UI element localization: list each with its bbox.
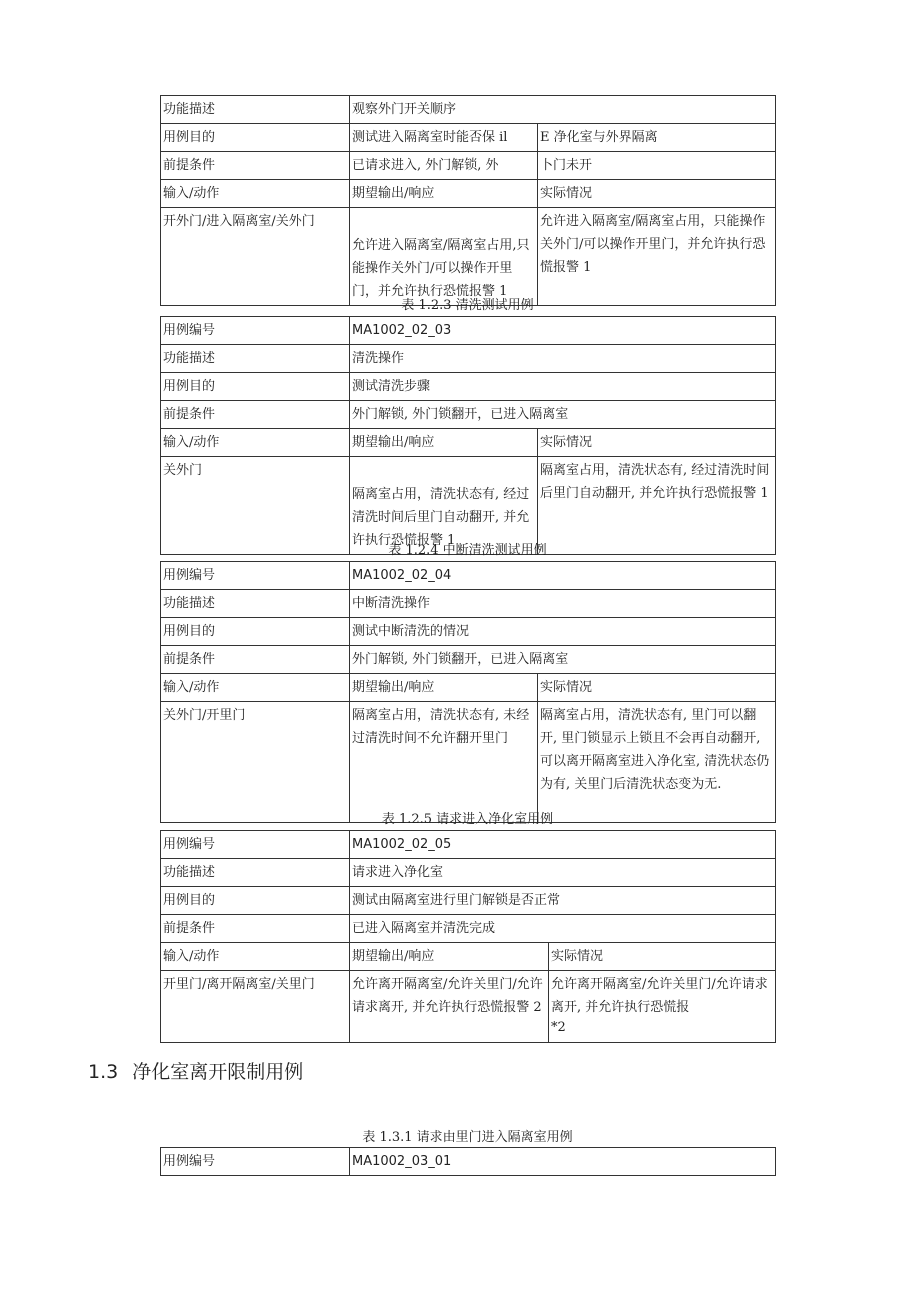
header-expected: 期望输出/响应 [350, 429, 538, 457]
header-actual: 实际情况 [538, 429, 776, 457]
row-input: 关外门/开里门 [161, 702, 350, 823]
row-expected: 隔离室占用，清洗状态有, 未经过清洗时间不允许翻开里门 [350, 702, 538, 823]
cell-value: E 净化室与外界隔离 [538, 124, 776, 152]
row-input: 开外门/进入隔离室/关外门 [161, 208, 350, 306]
header-expected: 期望输出/响应 [350, 180, 538, 208]
cell-label: 用例目的 [161, 124, 350, 152]
cell-value: MA1002_02_04 [350, 562, 776, 590]
cell-label: 前提条件 [161, 915, 350, 943]
cell-value: 清洗操作 [350, 345, 776, 373]
cell-value: 中断清洗操作 [350, 590, 776, 618]
cell-value: MA1002_03_01 [350, 1148, 776, 1176]
row-expected: 允许离开隔离室/允许关里门/允许请求离开, 并允许执行恐慌报警 2 [350, 971, 549, 1043]
table-enter-isolation-from-inner-door [160, 1147, 776, 1176]
cell-label: 用例编号 [161, 562, 350, 590]
cell-label: 功能描述 [161, 590, 350, 618]
table-outer-door-sequence [160, 95, 776, 306]
row-expected: 隔离室占用，清洗状态有, 经过清洗时间后里门自动翻开, 并允许执行恐慌报警 1 [350, 457, 538, 555]
table-enter-cleanroom [160, 830, 776, 1043]
cell-value: MA1002_02_03 [350, 317, 776, 345]
cell-value: 请求进入净化室 [350, 859, 776, 887]
cell-value: 测试由隔离室进行里门解锁是否正常 [350, 887, 776, 915]
header-input: 输入/动作 [161, 180, 350, 208]
cell-label: 功能描述 [161, 859, 350, 887]
section-heading [88, 1057, 303, 1084]
header-expected: 期望输出/响应 [350, 674, 538, 702]
cell-value: 外门解锁, 外门锁翻开，已进入隔离室 [350, 646, 776, 674]
cell-value: 卜门未开 [538, 152, 776, 180]
row-actual-note: *2 [551, 1020, 566, 1035]
row-actual [549, 971, 776, 1043]
header-expected: 期望输出/响应 [350, 943, 549, 971]
cell-value: 已进入隔离室并清洗完成 [350, 915, 776, 943]
section-title: 净化室离开限制用例 [132, 1061, 304, 1083]
row-actual: 允许进入隔离室/隔离室占用，只能操作关外门/可以操作开里门，并允许执行恐慌报警 1 [538, 208, 776, 306]
table-interrupt-cleaning-test [160, 561, 776, 823]
cell-value: 观察外门开关顺序 [350, 96, 776, 124]
header-input: 输入/动作 [161, 674, 350, 702]
cell-label: 用例目的 [161, 373, 350, 401]
cell-value: 测试进入隔离室时能否保 il [350, 124, 538, 152]
table-caption: 表 1.2.4 中断清洗测试用例 [388, 543, 547, 558]
table-caption: 表 1.2.5 请求进入净化室用例 [381, 812, 554, 827]
cell-value: 测试清洗步骤 [350, 373, 776, 401]
header-actual: 实际情况 [549, 943, 776, 971]
table-caption: 表 1.2.3 清洗测试用例 [401, 298, 534, 313]
header-input: 输入/动作 [161, 429, 350, 457]
row-expected: 允许进入隔离室/隔离室占用,只能操作关外门/可以操作开里门，并允许执行恐慌报警 1 [350, 208, 538, 306]
cell-label: 用例目的 [161, 618, 350, 646]
header-actual: 实际情况 [538, 180, 776, 208]
row-actual: 隔离室占用，清洗状态有, 里门可以翻开, 里门锁显示上锁且不会再自动翻开, 可以离开隔离室进入净化室, 清洗状态仍为有, 关里门后清洗状态变为无. [538, 702, 776, 823]
table-cleaning-test [160, 316, 776, 555]
table-caption: 表 1.3.1 请求由里门进入隔离室用例 [362, 1130, 573, 1145]
cell-label: 功能描述 [161, 345, 350, 373]
row-actual: 隔离室占用，清洗状态有, 经过清洗时间后里门自动翻开, 并允许执行恐慌报警 1 [538, 457, 776, 555]
row-input: 开里门/离开隔离室/关里门 [161, 971, 350, 1043]
header-actual: 实际情况 [538, 674, 776, 702]
cell-value: 测试中断清洗的情况 [350, 618, 776, 646]
cell-label: 用例目的 [161, 887, 350, 915]
cell-label: 用例编号 [161, 831, 350, 859]
cell-label: 前提条件 [161, 401, 350, 429]
cell-label: 功能描述 [161, 96, 350, 124]
header-input: 输入/动作 [161, 943, 350, 971]
cell-label: 用例编号 [161, 317, 350, 345]
row-input: 关外门 [161, 457, 350, 555]
cell-value: MA1002_02_05 [350, 831, 776, 859]
row-actual-text: 允许离开隔离室/允许关里门/允许请求离开, 并允许执行恐慌报 [551, 977, 768, 1015]
cell-label: 用例编号 [161, 1148, 350, 1176]
cell-label: 前提条件 [161, 152, 350, 180]
cell-value: 外门解锁, 外门锁翻开，已进入隔离室 [350, 401, 776, 429]
cell-value: 已请求进入, 外门解锁, 外 [350, 152, 538, 180]
cell-label: 前提条件 [161, 646, 350, 674]
section-number: 1.3 [88, 1061, 119, 1083]
